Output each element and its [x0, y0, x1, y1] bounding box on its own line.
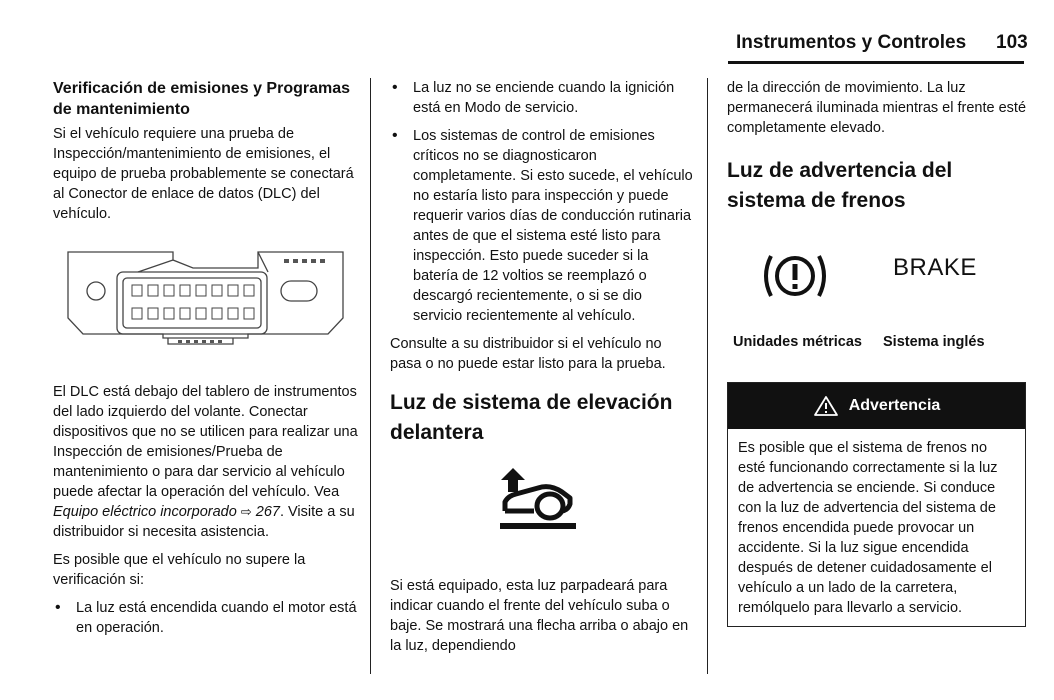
- column-divider-1: [370, 78, 371, 674]
- warning-header: [728, 383, 1025, 429]
- consult-text: Consulte a su distribuidor si el vehículo no pasa o no puede estar listo para la prueba.: [390, 336, 666, 372]
- brake-label: BRAKE: [893, 254, 977, 281]
- column-2: [390, 78, 695, 664]
- warning-title: Advertencia: [848, 397, 941, 414]
- list-item: • La luz está encendida cuando el motor está en operación.: [53, 598, 358, 638]
- list-item: • La luz no se enciende cuando la ignición está en Modo de servicio.: [390, 78, 695, 118]
- dlc-location-pre: El DLC está debajo del tablero de instrumentos del lado izquierdo del volante. Conectar dispositivos que no se utilicen para realizar una Inspección de emisiones/Prueba de mantenimiento o para dar servicio al vehículo puede afectar la operación del vehículo. Vea: [53, 384, 358, 500]
- column-divider-2: [707, 78, 708, 674]
- dlc-connector-icon: [53, 246, 358, 356]
- bullet-list-2: [390, 78, 695, 326]
- front-lift-heading: Luz de sistema de elevación delantera: [390, 391, 673, 444]
- xref-arrow-icon: ⇨: [240, 504, 252, 519]
- column-3: [727, 78, 1027, 627]
- brake-warning-heading: Luz de advertencia del sistema de frenos: [727, 159, 953, 212]
- brake-captions: [727, 332, 1027, 352]
- xref-post: . Visite a su distribuidor si necesita asistencia.: [53, 504, 355, 540]
- lift-continued-text: de la dirección de movimiento. La luz permanecerá iluminada mientras el frente esté completamente elevado.: [727, 80, 1027, 136]
- list-item: • Los sistemas de control de emisiones críticos no se diagnosticaron completamente. Si esto sucede, el vehículo no estaría listo para inspección y puede requerir varios días de conducción rutinaria antes de que el sistema esté listo para inspección. Esto puede suceder si la batería de 12 voltios se reemplazó o descargó recientemente, o si se dio servicio recientemente al vehículo.: [390, 126, 695, 326]
- xref-label: Equipo eléctrico incorporado: [53, 504, 237, 520]
- xref-page: 267: [255, 504, 280, 520]
- xref-link[interactable]: [53, 504, 280, 520]
- emissions-intro: Si el vehículo requiere una prueba de Inspección/mantenimiento de emisiones, el equipo de prueba probablemente se conectará al Conector de enlace de datos (DLC) del vehículo.: [53, 126, 354, 222]
- dlc-location-text: [53, 382, 358, 542]
- emissions-heading: Verificación de emisiones y Programas de mantenimiento: [53, 80, 351, 118]
- warning-triangle-icon: [813, 395, 839, 417]
- brake-icons: [727, 246, 1027, 316]
- bullet-list-1: [53, 598, 358, 638]
- caption-metric: Unidades métricas: [733, 334, 862, 350]
- column-1: [53, 78, 358, 646]
- warning-box: [727, 382, 1026, 627]
- front-lift-icon: [498, 466, 578, 538]
- may-not-pass-text: Es posible que el vehículo no supere la verificación si:: [53, 552, 306, 588]
- front-lift-text: Si está equipado, esta luz parpadeará para indicar cuando el frente del vehículo suba o baje. Se mostrará una flecha arriba o abajo en la luz, dependiendo: [390, 578, 689, 654]
- caption-english: Sistema inglés: [883, 334, 985, 350]
- warning-body: Es posible que el sistema de frenos no esté funcionando correctamente si la luz de advertencia se enciende. Si conduce con la luz de advertencia del sistema de frenos encendida puede provocar un accidente. Si la luz sigue encendida después de detener cuidadosamente el vehículo a un lado de la carretera, remólquelo para llevarlo a servicio.: [738, 440, 998, 616]
- brake-warning-icon: [759, 246, 831, 306]
- header-rule: [728, 61, 1024, 64]
- page-header-title: Instrumentos y Controles: [736, 32, 967, 53]
- page-number: 103: [996, 32, 1028, 53]
